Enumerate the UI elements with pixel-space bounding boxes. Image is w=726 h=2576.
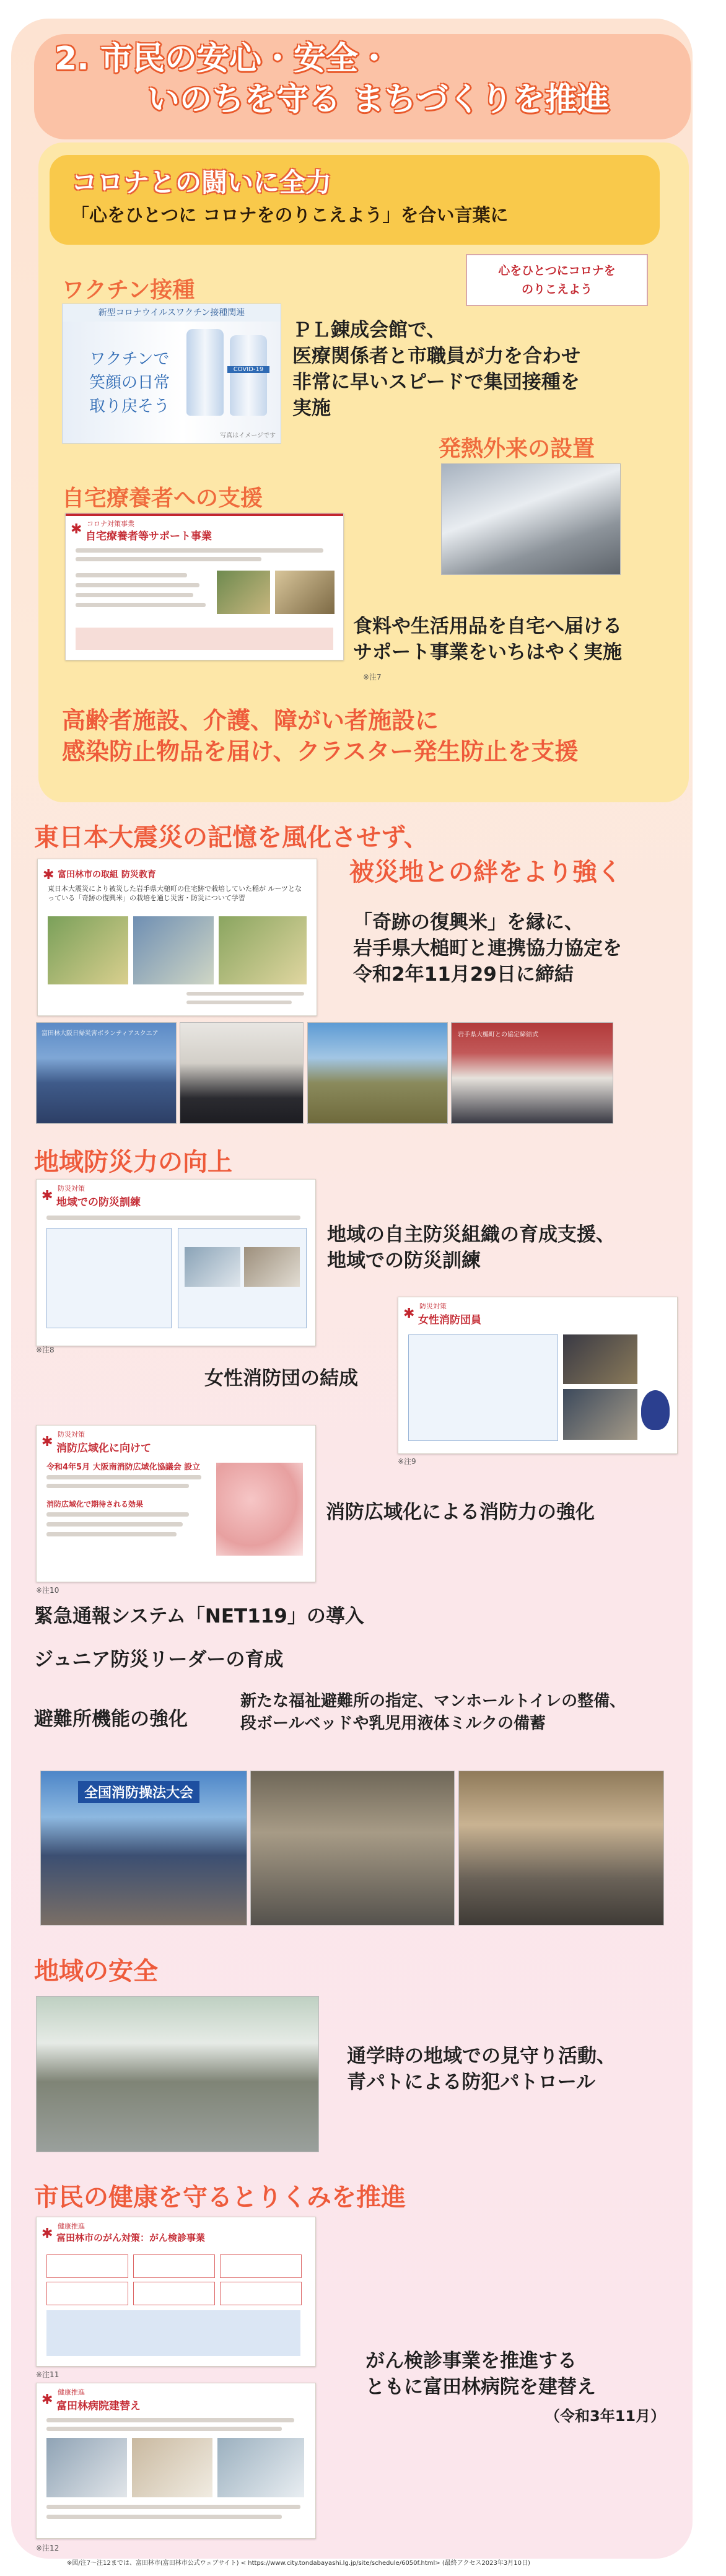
fire-wide-area-doc-title: 消防広域化に向けて xyxy=(56,1442,151,1455)
earthquake-heading-line2: 被災地との絆をより強く xyxy=(349,858,622,887)
vaccine-text-line2: 医療関係者と市職員が力を合わせ xyxy=(292,345,580,367)
doc-text-line xyxy=(46,2427,282,2431)
doc-footer-box xyxy=(76,628,333,650)
rice-field-photo xyxy=(48,916,128,984)
shelter-detail-line2: 段ボールベッドや乳児用液体ミルクの備蓄 xyxy=(240,1714,546,1733)
home-care-document xyxy=(65,513,344,660)
home-care-heading: 自宅療養者への支援 xyxy=(62,486,263,511)
earthquake-text-line1: 「奇跡の復興米」を縁に、 xyxy=(353,911,584,934)
local-drill-document xyxy=(36,1179,316,1346)
doc-text-line xyxy=(186,992,304,996)
asterisk-icon: ✱ xyxy=(42,2226,53,2241)
corona-subtitle: 「心をひとつに コロナをのりこえよう」を合い言葉に xyxy=(71,204,509,226)
doc-text-line xyxy=(46,1216,300,1220)
health-text-line2: ともに富田林病院を建替え xyxy=(365,2376,596,2398)
female-firefighter-info-box xyxy=(408,1334,558,1441)
vaccine-card-header: 新型コロナウイルスワクチン接種関連 xyxy=(63,304,281,322)
fire-wide-area-doc-effect: 消防広域化で期待される効果 xyxy=(46,1500,144,1509)
mascot-icon xyxy=(641,1390,670,1430)
doc-text-line xyxy=(76,573,187,577)
female-firefighter-document xyxy=(398,1297,678,1454)
volunteer-photo-caption: 富田林大阪日帰災害ボランティアスクエア xyxy=(42,1030,159,1037)
page-title-line2: いのちを守る まちづくりを推進 xyxy=(147,81,610,118)
page-title-line1: 2. 市民の安心・安全・ xyxy=(55,40,391,77)
disaster-education-document xyxy=(37,859,317,1016)
health-heading: 市民の健康を守るとりくみを推進 xyxy=(34,2183,406,2212)
school-route-watch-photo xyxy=(36,1996,319,2152)
fire-drill-contest-caption: 全国消防操法大会 xyxy=(78,1781,199,1803)
vaccine-card-text-1: ワクチンで xyxy=(89,350,170,369)
fever-clinic-heading: 発熱外来の設置 xyxy=(439,436,595,462)
vaccine-card-text-3: 取り戻そう xyxy=(89,397,170,416)
cancer-screening-doc-title: 富田林市のがん対策：がん検診事業 xyxy=(56,2232,206,2243)
drill-photos-panel xyxy=(178,1228,307,1328)
footer-source-note: ※図/注7〜注12までは、富田林市(富田林市公式ウェブサイト) < https://www.city.tondabayashi.lg.jp/site/schedule/6050f.html> (最終アクセス2023年3月10日) xyxy=(67,2560,530,2567)
vial-label: COVID-19 xyxy=(227,366,269,373)
online-agreement-photo xyxy=(451,1022,613,1124)
fever-clinic-photo xyxy=(441,463,621,575)
supplies-photo xyxy=(275,571,335,614)
agreement-signing-photo xyxy=(180,1022,304,1124)
vaccine-card-text-2: 笑顔の日常 xyxy=(89,374,170,392)
hospital-rebuild-doc-tag: 健康推進 xyxy=(58,2388,85,2396)
female-firefighter-doc-title: 女性消防団員 xyxy=(418,1314,481,1326)
female-firefighter-photo xyxy=(563,1334,637,1384)
shelter-function-label: 避難所機能の強化 xyxy=(34,1708,188,1730)
hospital-rebuild-note: ※注12 xyxy=(36,2544,59,2552)
screening-box xyxy=(220,2254,302,2278)
vaccine-card-note: 写真はイメージです xyxy=(220,432,276,439)
hospital-photo xyxy=(132,2438,212,2497)
local-drill-doc-title: 地域での防災訓練 xyxy=(56,1196,141,1209)
doc-text-line xyxy=(46,1484,189,1488)
home-care-doc-tag: コロナ対策事業 xyxy=(87,520,134,528)
facilities-text-line1: 高齢者施設、介護、障がい者施設に xyxy=(62,707,439,734)
harvest-photo xyxy=(219,916,307,984)
safety-text-line2: 青パトによる防犯パトロール xyxy=(347,2071,596,2093)
earthquake-heading-line1: 東日本大震災の記憶を風化させず、 xyxy=(34,823,429,852)
asterisk-icon: ✱ xyxy=(403,1306,415,1321)
screening-box xyxy=(46,2254,128,2278)
health-text-line3: （令和3年11月） xyxy=(545,2407,666,2425)
doc-text-line xyxy=(46,2418,294,2422)
female-firefighter-note: ※注9 xyxy=(398,1457,416,1466)
cancer-screening-note: ※注11 xyxy=(36,2370,59,2379)
safety-text-line1: 通学時の地域での見守り活動、 xyxy=(347,2045,616,2067)
asterisk-icon: ✱ xyxy=(42,2392,53,2407)
vaccine-heading: ワクチン接種 xyxy=(62,278,195,303)
drill-photo xyxy=(244,1247,300,1287)
local-drill-text-line2: 地域での防災訓練 xyxy=(327,1250,481,1272)
female-firefighter-text: 女性消防団の結成 xyxy=(204,1367,358,1390)
region-map-image xyxy=(216,1463,303,1556)
online-agreement-caption: 岩手県大槌町との協定締結式 xyxy=(458,1032,538,1038)
doc-text-line xyxy=(46,1475,201,1479)
cancer-screening-doc-tag: 健康推進 xyxy=(58,2222,85,2230)
vaccine-text-line3: 非常に早いスピードで集団接種を xyxy=(292,371,580,393)
doc-text-line xyxy=(46,1522,183,1527)
slogan-banner-text-1: 心をひとつにコロナを xyxy=(498,264,616,278)
fire-wide-area-note: ※注10 xyxy=(36,1586,59,1595)
doc-text-line xyxy=(46,2505,300,2509)
vaccine-text-line4: 実施 xyxy=(292,397,331,419)
hospital-photo xyxy=(217,2438,304,2497)
home-care-text-line2: サポート事業をいちはやく実施 xyxy=(353,641,622,664)
female-firefighter-doc-tag: 防災対策 xyxy=(419,1302,447,1310)
fire-wide-area-text: 消防広域化による消防力の強化 xyxy=(326,1501,595,1523)
drill-photo xyxy=(185,1247,240,1287)
corona-title: コロナとの闘いに全力 xyxy=(71,167,332,198)
volunteer-square-photo xyxy=(36,1022,177,1124)
slogan-banner-text-2: のりこえよう xyxy=(521,283,592,296)
vaccine-image xyxy=(62,304,281,444)
local-drill-doc-tag: 防災対策 xyxy=(58,1185,85,1193)
doc-text-line xyxy=(76,583,199,587)
meeting-room-photo xyxy=(250,1771,455,1925)
classroom-photo xyxy=(133,916,214,984)
fire-wide-area-doc-sub: 令和4年5月 大阪南消防広域化協議会 設立 xyxy=(46,1463,201,1472)
doc-text-line xyxy=(76,557,261,561)
screening-info-box xyxy=(46,2310,300,2356)
junior-leader-text: ジュニア防災リーダーの育成 xyxy=(34,1649,284,1671)
fire-wide-area-doc-tag: 防災対策 xyxy=(58,1430,85,1439)
screening-box xyxy=(46,2282,128,2305)
supplies-photo xyxy=(217,571,270,614)
screening-box xyxy=(133,2282,215,2305)
vaccine-text-line1: ＰＬ錬成会館で、 xyxy=(292,319,446,341)
doc-text-line xyxy=(46,2515,282,2519)
hospital-rebuild-document xyxy=(36,2383,316,2539)
rice-field-visit-photo xyxy=(307,1022,448,1124)
hospital-photo xyxy=(46,2438,127,2497)
doc-text-line xyxy=(46,1532,177,1536)
doc-text-line xyxy=(46,1512,189,1517)
home-care-doc-title: 自宅療養者等サポート事業 xyxy=(85,530,212,543)
fire-drill-contest-photo xyxy=(40,1771,247,1925)
local-drill-note: ※注8 xyxy=(36,1346,55,1354)
health-text-line1: がん検診事業を推進する xyxy=(365,2350,577,2372)
screening-box xyxy=(133,2254,215,2278)
local-drill-text-line1: 地域の自主防災組織の育成支援、 xyxy=(327,1224,615,1246)
doc-text-line xyxy=(76,548,323,553)
doc-text-line xyxy=(76,593,193,597)
female-firefighter-photo xyxy=(563,1389,637,1440)
asterisk-icon: ✱ xyxy=(71,522,82,537)
asterisk-icon: ✱ xyxy=(42,1188,53,1204)
community-safety-heading: 地域の安全 xyxy=(34,1957,158,1986)
drill-diagram xyxy=(46,1228,172,1328)
earthquake-text-line3: 令和2年11月29日に締結 xyxy=(353,963,574,986)
doc-text-line xyxy=(76,603,206,607)
disaster-education-doc-body: 東日本大震災により被災した岩手県大槌町の住宅跡で栽培していた稲が ルーツとなっている「奇跡の復興米」の栽培を通じ災害・防災について学習 xyxy=(48,885,302,902)
home-care-note: ※注7 xyxy=(363,673,382,681)
screening-box xyxy=(220,2282,302,2305)
shelter-training-photo xyxy=(458,1771,664,1925)
shelter-detail-line1: 新たな福祉避難所の指定、マンホールトイレの整備、 xyxy=(240,1692,626,1711)
disaster-education-doc-title: 富田林市の取組 防災教育 xyxy=(58,870,156,880)
vial-icon xyxy=(230,335,267,416)
hospital-rebuild-doc-title: 富田林病院建替え xyxy=(56,2400,141,2412)
earthquake-text-line2: 岩手県大槌町と連携協力協定を xyxy=(353,937,622,960)
home-care-text-line1: 食料や生活用品を自宅へ届ける xyxy=(353,615,622,637)
doc-text-line xyxy=(186,1001,292,1004)
asterisk-icon: ✱ xyxy=(43,867,55,883)
slogan-banner-image xyxy=(466,254,648,306)
fire-wide-area-document xyxy=(36,1425,316,1582)
cancer-screening-document xyxy=(36,2217,316,2367)
facilities-text-line2: 感染防止物品を届け、クラスター発生防止を支援 xyxy=(62,738,579,765)
vial-icon xyxy=(186,329,224,416)
asterisk-icon: ✱ xyxy=(42,1434,53,1450)
disaster-preparedness-heading: 地域防災力の向上 xyxy=(34,1148,232,1176)
net119-text: 緊急通報システム「NET119」の導入 xyxy=(34,1605,364,1628)
